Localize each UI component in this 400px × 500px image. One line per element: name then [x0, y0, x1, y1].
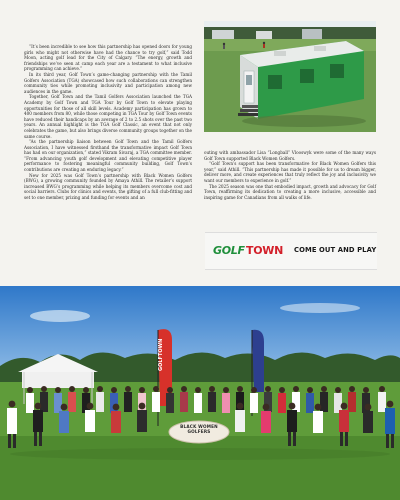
article-paragraph: “Golf Town’s support has been transformative for Black Women Golfers this year,” said Athill. “This partnership has made it possible for us to dream bigger, deliver more, and create experiences that truly reflect the joy and inclusivity we want our members to experience in golf.” — [204, 161, 376, 183]
golf-town-brand-banner — [205, 232, 377, 270]
brand-tagline: COME OUT AND PLAY — [294, 246, 377, 254]
article-paragraph: Together, Golf Town and the Tamil Golfers Association launched the TGA Academy by Golf Town and TGA Tour by Golf Town to elevate playing opportunities for those of all skill levels. Academy participation has grown to 400 members from 80, while those competing in TGA Tour by Golf Town events have reduced their handicaps by an average of 2 to 2.5 shots over the past two years. An annual highlight is the TGA Golf Classic, an event that not only celebrates the game, but also brings diverse community groups together on the same course. — [24, 94, 192, 139]
sign-line: BLACK WOMEN — [180, 424, 218, 429]
feather-banner-label: GOLFTOWN — [158, 338, 164, 371]
group-photo-illustration — [0, 286, 400, 500]
article-column-right — [204, 150, 376, 200]
group-photo — [0, 286, 400, 500]
article-paragraph: “It’s been incredible to see how this partnership has opened doors for young girls who might not otherwise have had the chance to try golf,” said Todd Moon, acting golf lead for the City of Calgary. “The energy, growth and friendships we’ve seen at camp each year are a testament to what inclusive programming can achieve.” — [24, 44, 192, 72]
article-paragraph: In its third year, Golf Town’s game-changing partnership with the Tamil Golfers Association (TGA) showcased how such collaborations can strengthen community ties while promoting inclusivity and participation among new audiences in the game. — [24, 71, 192, 94]
trailer-photo — [204, 21, 376, 132]
sign-line: GOLFERS — [187, 429, 211, 434]
golf-town-logo-town: TOWN — [246, 244, 283, 257]
article-paragraph: outing with ambassador Lisa “Longball” Vlooswyk were some of the many ways Golf Town supported Black Women Golfers. — [204, 150, 376, 161]
article-paragraph: The 2025 season was one that embodied impact, growth and advocacy for Golf Town, reaffirming its dedication to creating a more inclusive, accessible and inspiring game for Canadians from all walks of life. — [204, 183, 376, 200]
black-women-golfers-sign — [172, 424, 226, 434]
article-column-left — [24, 44, 192, 201]
golf-town-logo-golf: GOLF — [213, 244, 245, 257]
article-paragraph: “As the partnership liaison between Golf Town and the Tamil Golfers Association, I have witnessed firsthand the transformative impact Golf Town has had on our organization,” stated Vikram Sivaraj, a TGA committee member. “From advancing youth golf development and elevating competitive player performance to fostering meaningful community building, Golf Town’s contributions are creating an enduring legacy.” — [24, 139, 192, 173]
trailer-photo-illustration — [204, 21, 376, 132]
article-paragraph: New for 2025 was Golf Town’s partnership with Black Women Golfers (BWG), a growing community founded by Amaya Athill. The retailer’s support increased BWG’s programming while helping its members overcome cost and social barriers. Clubs for clinics and events, the gifting of a full club-fitting and set to one member, prizing and funding for events and an — [24, 172, 192, 201]
